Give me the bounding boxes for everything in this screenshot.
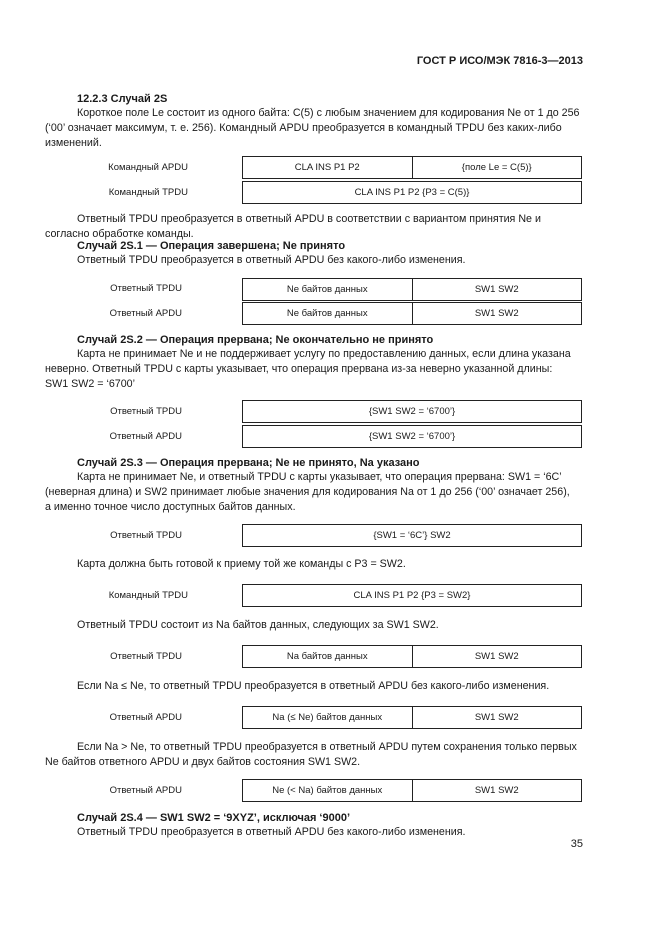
case-2s2-text	[45, 347, 571, 392]
text-line: неверно. Ответный TPDU с карты указывает, что операция прервана из-за неверно указанной длины:	[45, 363, 553, 375]
response-apdu-table	[242, 302, 582, 325]
table-cell: SW1 SW2	[412, 780, 582, 801]
command-tpdu-table	[242, 584, 582, 607]
table-cell: Na байтов данных	[286, 651, 368, 662]
table-label: Командный TPDU	[108, 590, 188, 601]
paragraph-if-gt	[45, 740, 577, 770]
paragraph-ready: Карта должна быть готовой к приему той же команды с P3 = SW2.	[77, 558, 406, 570]
page-number: 35	[570, 838, 583, 850]
response-tpdu-table	[242, 645, 582, 668]
table-cell: Ne (< Na) байтов данных	[272, 785, 383, 796]
table-label: Ответный TPDU	[110, 283, 182, 294]
paragraph-consists: Ответный TPDU состоит из Na байтов данных, следующих за SW1 SW2.	[77, 619, 439, 631]
text-line: Короткое поле Le состоит из одного байта: C(5) с любым значением для кодирования Ne от 1 до 256	[77, 107, 580, 119]
table-cell: CLA INS P1 P2 {P3 = SW2}	[353, 590, 471, 601]
table-label: Ответный TPDU	[110, 406, 182, 417]
case-2s4-text: Ответный TPDU преобразуется в ответный APDU без какого-либо изменения.	[77, 826, 466, 838]
text-line: Карта не принимает Ne и не поддерживает услугу по предоставлению данных, если длина указана	[77, 348, 571, 360]
page-header: ГОСТ Р ИСО/МЭК 7816-3—2013	[416, 55, 583, 67]
table-cell: SW1 SW2	[412, 707, 582, 728]
table-label: Ответный APDU	[109, 785, 182, 796]
text-line: (неверная длина) и SW2 принимает любые значения для кодирования Na от 1 до 256 (‘00’ означает 256),	[45, 486, 570, 498]
text-line: Ответный TPDU преобразуется в ответный APDU в соответствии с вариантом принятия Ne и	[77, 213, 541, 225]
text-line: Карта не принимает Ne, и ответный TPDU с карты указывает, что операция прервана: SW1 = ‘6C’	[77, 471, 562, 483]
table-cell: {поле Le = C(5)}	[412, 157, 582, 178]
text-line: изменений.	[45, 137, 102, 149]
case-2s2-title: Случай 2S.2 — Операция прервана; Ne окончательно не принято	[77, 334, 434, 346]
table-cell: {SW1 SW2 = ‘6700’}	[368, 431, 456, 442]
table-label: Ответный TPDU	[110, 651, 182, 662]
table-label: Ответный APDU	[109, 431, 182, 442]
response-apdu-table	[242, 425, 582, 448]
text-line: (‘00’ означает максимум, т. е. 256). Командный APDU преобразуется в командный TPDU без каких-либо	[45, 122, 562, 134]
command-tpdu-table	[242, 181, 582, 204]
response-tpdu-table	[242, 400, 582, 423]
table-cell: Ne байтов данных	[286, 308, 368, 319]
table-label: Командный APDU	[108, 162, 188, 173]
table-cell: {SW1 SW2 = ‘6700’}	[368, 406, 456, 417]
text-line: а именно точное число доступных байтов данных.	[45, 501, 296, 513]
table-label: Командный TPDU	[108, 187, 188, 198]
response-apdu-table	[242, 779, 582, 802]
table-label: Ответный APDU	[109, 308, 182, 319]
text-line: Ne байтов ответного APDU и двух байтов состояния SW1 SW2.	[45, 756, 361, 768]
table-cell: SW1 SW2	[412, 279, 582, 300]
table-cell: CLA INS P1 P2	[294, 162, 360, 173]
text-line: согласно обработке команды.	[45, 228, 194, 240]
paragraph-response-tpdu	[45, 212, 551, 242]
command-apdu-table	[242, 156, 582, 179]
table-cell: SW1 SW2	[412, 646, 582, 667]
section-title-2s: 12.2.3 Случай 2S	[77, 93, 168, 105]
table-cell: SW1 SW2	[412, 303, 582, 324]
table-cell: Na (≤ Ne) байтов данных	[272, 712, 383, 723]
response-tpdu-table	[242, 524, 582, 547]
table-label: Ответный APDU	[109, 712, 182, 723]
case-2s3-title: Случай 2S.3 — Операция прервана; Ne не принято, Na указано	[77, 457, 420, 469]
text-line: SW1 SW2 = ‘6700’	[45, 378, 135, 390]
response-apdu-table	[242, 706, 582, 729]
case-2s1-text: Ответный TPDU преобразуется в ответный APDU без какого-либо изменения.	[77, 254, 466, 266]
table-cell: CLA INS P1 P2 {P3 = C(5)}	[354, 187, 470, 198]
paragraph-if-le: Если Na ≤ Ne, то ответный TPDU преобразуется в ответный APDU без какого-либо изменения.	[77, 680, 550, 692]
table-label: Ответный TPDU	[110, 530, 182, 541]
table-cell: Ne байтов данных	[286, 284, 368, 295]
paragraph-le-field	[45, 106, 580, 151]
response-tpdu-table	[242, 278, 582, 301]
table-cell: {SW1 = ‘6C’} SW2	[373, 530, 451, 541]
case-2s3-text	[45, 470, 570, 515]
case-2s1-title: Случай 2S.1 — Операция завершена; Ne принято	[77, 240, 346, 252]
case-2s4-title: Случай 2S.4 — SW1 SW2 = ‘9XYZ’, исключая ‘9000’	[77, 812, 351, 824]
text-line: Если Na > Ne, то ответный TPDU преобразуется в ответный APDU путем сохранения только первых	[77, 741, 577, 753]
